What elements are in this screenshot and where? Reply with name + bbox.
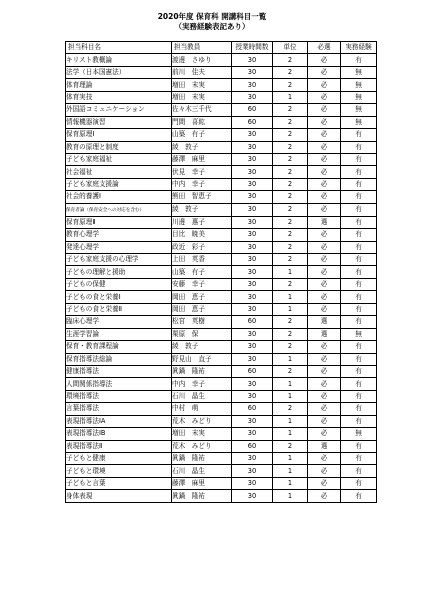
- required-cell: 必: [308, 79, 341, 91]
- subject-cell: [66, 54, 172, 66]
- units-cell: 1: [273, 378, 308, 390]
- teacher-cell: 眞鍋 隆祐: [172, 453, 232, 465]
- units-cell: 2: [273, 203, 308, 216]
- subject-cell: [66, 428, 172, 440]
- teacher-cell: 安藤 幸子: [172, 278, 232, 290]
- subject-cell: [66, 266, 172, 278]
- teacher-cell: 松宮 英樹: [172, 316, 232, 328]
- teacher-cell: 荒木 みどり: [172, 440, 232, 452]
- table-row: [66, 341, 377, 353]
- header-required: 必選: [308, 42, 341, 54]
- hours-cell: 30: [232, 291, 273, 303]
- subject-label: 環境指導法: [66, 392, 99, 401]
- teacher-cell: 藤澤 麻里: [172, 153, 232, 165]
- subject-label: 身体表現: [66, 491, 93, 500]
- subject-label: 保育・教育課程論: [66, 342, 119, 351]
- table-row: [66, 191, 377, 203]
- experience-cell: 有: [341, 415, 377, 427]
- required-cell: 必: [308, 166, 341, 178]
- subject-label: 健康指導法: [66, 367, 99, 376]
- subject-label: 保育者論（保育安全への対応を含む）: [66, 207, 145, 213]
- hours-cell: 30: [232, 129, 273, 141]
- subject-cell: [66, 216, 172, 228]
- hours-cell: 30: [232, 453, 273, 465]
- subject-cell: [66, 79, 172, 91]
- experience-cell: 無: [341, 79, 377, 91]
- experience-cell: 有: [341, 178, 377, 190]
- experience-cell: 有: [341, 229, 377, 241]
- teacher-cell: 石川 晶生: [172, 465, 232, 477]
- hours-cell: 30: [232, 141, 273, 153]
- table-row: [66, 278, 377, 290]
- hours-cell: 30: [232, 166, 273, 178]
- units-cell: 2: [273, 316, 308, 328]
- subject-label: 子どもと環境: [66, 466, 106, 475]
- required-cell: 必: [308, 266, 341, 278]
- units-cell: 2: [273, 166, 308, 178]
- experience-cell: 有: [341, 390, 377, 402]
- hours-cell: 60: [232, 403, 273, 415]
- experience-cell: 有: [341, 341, 377, 353]
- units-cell: 1: [273, 453, 308, 465]
- required-cell: 必: [308, 91, 341, 103]
- table-row: [66, 316, 377, 328]
- subject-cell: [66, 66, 172, 78]
- hours-cell: 60: [232, 440, 273, 452]
- table-row: [66, 353, 377, 365]
- header-units: 単位: [273, 42, 308, 54]
- subject-label: 言葉指導法: [66, 404, 99, 413]
- subject-cell: [66, 378, 172, 390]
- table-row: [66, 153, 377, 165]
- hours-cell: 30: [232, 79, 273, 91]
- teacher-cell: 綾 敦子: [172, 141, 232, 153]
- table-row: [66, 254, 377, 266]
- units-cell: 1: [273, 415, 308, 427]
- hours-cell: 30: [232, 241, 273, 253]
- subject-label: 社会福祉: [66, 167, 93, 176]
- hours-cell: 30: [232, 178, 273, 190]
- subject-label: 子どもと健康: [66, 454, 106, 463]
- subject-cell: [66, 166, 172, 178]
- subject-cell: [66, 328, 172, 340]
- hours-cell: 30: [232, 191, 273, 203]
- subject-label: 子どもの食と栄養Ⅰ: [66, 292, 121, 301]
- subject-label: 法学（日本国憲法）: [66, 68, 126, 77]
- subject-label: 子どもの保健: [66, 280, 106, 289]
- subject-label: 保育原理Ⅱ: [66, 217, 96, 226]
- hours-cell: 30: [232, 477, 273, 489]
- units-cell: 2: [273, 79, 308, 91]
- subject-label: 生涯学習論: [66, 329, 99, 338]
- table-row: [66, 365, 377, 377]
- teacher-cell: 増田 末実: [172, 79, 232, 91]
- subject-cell: [66, 291, 172, 303]
- hours-cell: 30: [232, 328, 273, 340]
- teacher-cell: 中内 幸子: [172, 378, 232, 390]
- table-row: [66, 390, 377, 402]
- subject-cell: [66, 141, 172, 153]
- teacher-cell: 政近 彩子: [172, 241, 232, 253]
- subject-cell: [66, 365, 172, 377]
- experience-cell: 有: [341, 141, 377, 153]
- experience-cell: 有: [341, 490, 377, 502]
- experience-cell: 有: [341, 453, 377, 465]
- subject-label: 表現指導法Ⅱ: [66, 441, 103, 450]
- hours-cell: 30: [232, 66, 273, 78]
- teacher-cell: 中内 幸子: [172, 178, 232, 190]
- subject-label: 子ども家庭支援論: [66, 180, 119, 189]
- required-cell: 必: [308, 191, 341, 203]
- hours-cell: 30: [232, 490, 273, 502]
- experience-cell: 有: [341, 278, 377, 290]
- table-row: [66, 490, 377, 502]
- required-cell: 必: [308, 254, 341, 266]
- table-row: [66, 241, 377, 253]
- subject-cell: [66, 254, 172, 266]
- units-cell: 1: [273, 91, 308, 103]
- teacher-cell: 門間 喜紘: [172, 116, 232, 128]
- table-row: [66, 266, 377, 278]
- teacher-cell: 渡邊 さゆり: [172, 54, 232, 66]
- experience-cell: 有: [341, 54, 377, 66]
- experience-cell: 有: [341, 291, 377, 303]
- subject-cell: [66, 415, 172, 427]
- hours-cell: 30: [232, 254, 273, 266]
- units-cell: 2: [273, 403, 308, 415]
- required-cell: 必: [308, 353, 341, 365]
- table-row: [66, 79, 377, 91]
- subject-label: 子ども家庭福祉: [66, 155, 113, 164]
- units-cell: 2: [273, 153, 308, 165]
- required-cell: 必: [308, 428, 341, 440]
- subject-cell: [66, 403, 172, 415]
- header-hours: 授業時間数: [232, 42, 273, 54]
- experience-cell: 有: [341, 465, 377, 477]
- experience-cell: 有: [341, 440, 377, 452]
- hours-cell: 30: [232, 303, 273, 315]
- required-cell: 必: [308, 453, 341, 465]
- required-cell: 必: [308, 390, 341, 402]
- table-row: [66, 328, 377, 340]
- hours-cell: 60: [232, 116, 273, 128]
- units-cell: 2: [273, 178, 308, 190]
- units-cell: 2: [273, 229, 308, 241]
- experience-cell: 有: [341, 129, 377, 141]
- hours-cell: 30: [232, 390, 273, 402]
- units-cell: 2: [273, 141, 308, 153]
- subject-cell: [66, 229, 172, 241]
- hours-cell: 30: [232, 341, 273, 353]
- teacher-cell: 眞鍋 隆祐: [172, 365, 232, 377]
- subject-label: 子どもの理解と援助: [66, 267, 126, 276]
- experience-cell: 有: [341, 365, 377, 377]
- units-cell: 2: [273, 66, 308, 78]
- units-cell: 1: [273, 266, 308, 278]
- teacher-cell: 岡田 恵子: [172, 291, 232, 303]
- teacher-cell: 石川 晶生: [172, 390, 232, 402]
- subject-label: 体育理論: [66, 80, 93, 89]
- experience-cell: 有: [341, 203, 377, 216]
- table-row: [66, 216, 377, 228]
- hours-cell: 60: [232, 316, 273, 328]
- required-cell: 必: [308, 477, 341, 489]
- document-subtitle: （実務経験表記あり）: [174, 22, 250, 31]
- hours-cell: 30: [232, 229, 273, 241]
- hours-cell: 30: [232, 278, 273, 290]
- teacher-cell: 佐々木三千代: [172, 104, 232, 116]
- required-cell: 必: [308, 378, 341, 390]
- subject-label: 子ども家庭支援の心理学: [66, 255, 139, 264]
- subject-cell: [66, 191, 172, 203]
- table-row: [66, 415, 377, 427]
- units-cell: 2: [273, 191, 308, 203]
- subject-label: 人間関係指導法: [66, 379, 113, 388]
- table-row: [66, 477, 377, 489]
- experience-cell: 有: [341, 216, 377, 228]
- experience-cell: 有: [341, 316, 377, 328]
- subject-cell: [66, 278, 172, 290]
- units-cell: 1: [273, 477, 308, 489]
- hours-cell: 30: [232, 153, 273, 165]
- subject-label: 保育原理Ⅰ: [66, 130, 95, 139]
- subject-label: 表現指導法ⅠA: [66, 416, 106, 425]
- units-cell: 1: [273, 303, 308, 315]
- required-cell: 選: [308, 316, 341, 328]
- table-row: [66, 378, 377, 390]
- subject-cell: [66, 353, 172, 365]
- units-cell: 1: [273, 390, 308, 402]
- required-cell: 必: [308, 278, 341, 290]
- teacher-cell: 前川 佳夫: [172, 66, 232, 78]
- table-row: [66, 403, 377, 415]
- subject-cell: [66, 129, 172, 141]
- teacher-cell: 野見山 直子: [172, 353, 232, 365]
- table-row: [66, 91, 377, 103]
- units-cell: 1: [273, 490, 308, 502]
- units-cell: 2: [273, 365, 308, 377]
- required-cell: 必: [308, 291, 341, 303]
- units-cell: 2: [273, 278, 308, 290]
- teacher-cell: 熊田 智恵子: [172, 191, 232, 203]
- teacher-cell: 上田 英香: [172, 254, 232, 266]
- units-cell: 1: [273, 291, 308, 303]
- experience-cell: 有: [341, 166, 377, 178]
- subject-cell: [66, 104, 172, 116]
- table-row: [66, 166, 377, 178]
- subject-label: 保育指導法総論: [66, 354, 113, 363]
- hours-cell: 30: [232, 54, 273, 66]
- subject-cell: [66, 465, 172, 477]
- table-row: [66, 229, 377, 241]
- hours-cell: 60: [232, 365, 273, 377]
- hours-cell: 30: [232, 203, 273, 216]
- required-cell: 必: [308, 141, 341, 153]
- experience-cell: 無: [341, 116, 377, 128]
- subject-cell: [66, 490, 172, 502]
- hours-cell: 30: [232, 415, 273, 427]
- subject-cell: [66, 440, 172, 452]
- units-cell: 1: [273, 353, 308, 365]
- hours-cell: 60: [232, 104, 273, 116]
- experience-cell: 有: [341, 241, 377, 253]
- units-cell: 2: [273, 104, 308, 116]
- required-cell: 必: [308, 303, 341, 315]
- subject-label: 発達心理学: [66, 242, 99, 251]
- teacher-cell: 山築 有子: [172, 266, 232, 278]
- table-row: [66, 203, 377, 216]
- subject-cell: [66, 453, 172, 465]
- teacher-cell: 伏見 幸子: [172, 166, 232, 178]
- units-cell: 2: [273, 328, 308, 340]
- subject-label: 情報機器演習: [66, 117, 106, 126]
- required-cell: 必: [308, 365, 341, 377]
- subject-label: 臨床心理学: [66, 317, 99, 326]
- subject-label: キリスト教概論: [66, 55, 113, 64]
- table-row: [66, 465, 377, 477]
- teacher-cell: 山築 有子: [172, 129, 232, 141]
- units-cell: 2: [273, 440, 308, 452]
- table-row: [66, 104, 377, 116]
- subject-label: 教育の原理と制度: [66, 142, 119, 151]
- table-row: [66, 303, 377, 315]
- hours-cell: 30: [232, 353, 273, 365]
- teacher-cell: 荒木 みどり: [172, 415, 232, 427]
- units-cell: 2: [273, 341, 308, 353]
- teacher-cell: 綾 敦子: [172, 203, 232, 216]
- table-row: [66, 428, 377, 440]
- table-row: [66, 129, 377, 141]
- required-cell: 必: [308, 129, 341, 141]
- experience-cell: 有: [341, 153, 377, 165]
- experience-cell: 無: [341, 428, 377, 440]
- subject-label: 教育心理学: [66, 230, 99, 239]
- subject-cell: [66, 178, 172, 190]
- table-row: [66, 116, 377, 128]
- header-row: [66, 42, 377, 54]
- document-title: 2020年度 保育科 開講科目一覧: [157, 12, 267, 21]
- required-cell: 必: [308, 415, 341, 427]
- subject-label: 子どもの食と栄養Ⅱ: [66, 304, 122, 313]
- subject-cell: [66, 390, 172, 402]
- units-cell: 2: [273, 216, 308, 228]
- required-cell: 必: [308, 66, 341, 78]
- teacher-cell: 目比 暁美: [172, 229, 232, 241]
- header-subject: 担当科目名: [66, 42, 172, 54]
- subject-cell: [66, 477, 172, 489]
- teacher-cell: 増田 末実: [172, 428, 232, 440]
- experience-cell: 有: [341, 378, 377, 390]
- experience-cell: 有: [341, 254, 377, 266]
- subject-cell: [66, 303, 172, 315]
- required-cell: 必: [308, 54, 341, 66]
- table-row: [66, 440, 377, 452]
- teacher-cell: 川邊 惠子: [172, 216, 232, 228]
- required-cell: 必: [308, 104, 341, 116]
- units-cell: 2: [273, 129, 308, 141]
- units-cell: 2: [273, 54, 308, 66]
- experience-cell: 有: [341, 303, 377, 315]
- required-cell: 必: [308, 203, 341, 216]
- teacher-cell: 中村 萌: [172, 403, 232, 415]
- subject-cell: [66, 241, 172, 253]
- hours-cell: 30: [232, 465, 273, 477]
- teacher-cell: 岡田 恵子: [172, 303, 232, 315]
- table-row: [66, 54, 377, 66]
- units-cell: 2: [273, 254, 308, 266]
- table-body: [66, 54, 377, 502]
- teacher-cell: 栗原 保: [172, 328, 232, 340]
- experience-cell: 有: [341, 353, 377, 365]
- hours-cell: 30: [232, 266, 273, 278]
- subject-cell: [66, 91, 172, 103]
- required-cell: 必: [308, 178, 341, 190]
- required-cell: 必: [308, 341, 341, 353]
- header-teacher: 担当教員: [172, 42, 232, 54]
- subject-label: 子どもと言葉: [66, 479, 106, 488]
- teacher-cell: 藤澤 麻里: [172, 477, 232, 489]
- required-cell: 選: [308, 216, 341, 228]
- teacher-cell: 綾 敦子: [172, 341, 232, 353]
- units-cell: 2: [273, 116, 308, 128]
- table-row: [66, 66, 377, 78]
- required-cell: 必: [308, 241, 341, 253]
- required-cell: 必: [308, 490, 341, 502]
- experience-cell: 有: [341, 191, 377, 203]
- units-cell: 2: [273, 241, 308, 253]
- hours-cell: 30: [232, 91, 273, 103]
- table-row: [66, 291, 377, 303]
- subject-cell: [66, 116, 172, 128]
- hours-cell: 30: [232, 378, 273, 390]
- units-cell: 1: [273, 465, 308, 477]
- required-cell: 選: [308, 440, 341, 452]
- required-cell: 必: [308, 153, 341, 165]
- subject-label: 社会的養護Ⅰ: [66, 192, 101, 201]
- teacher-cell: 増田 末実: [172, 91, 232, 103]
- subject-label: 体育実技: [66, 92, 93, 101]
- header-experience: 実務経験: [341, 42, 377, 54]
- table-row: [66, 453, 377, 465]
- table-row: [66, 178, 377, 190]
- hours-cell: 30: [232, 428, 273, 440]
- table-row: [66, 141, 377, 153]
- required-cell: 選: [308, 328, 341, 340]
- subject-cell: [66, 203, 172, 216]
- required-cell: 必: [308, 229, 341, 241]
- experience-cell: 無: [341, 91, 377, 103]
- course-table: [65, 41, 377, 503]
- subject-label: 外国語コミュニケーション: [66, 105, 145, 114]
- required-cell: 必: [308, 465, 341, 477]
- subject-cell: [66, 341, 172, 353]
- teacher-cell: 眞鍋 隆祐: [172, 490, 232, 502]
- experience-cell: 無: [341, 328, 377, 340]
- required-cell: 必: [308, 403, 341, 415]
- experience-cell: 無: [341, 104, 377, 116]
- required-cell: 必: [308, 116, 341, 128]
- subject-cell: [66, 153, 172, 165]
- experience-cell: 無: [341, 66, 377, 78]
- experience-cell: 有: [341, 477, 377, 489]
- subject-cell: [66, 316, 172, 328]
- experience-cell: 有: [341, 266, 377, 278]
- subject-label: 表現指導法ⅠB: [66, 429, 106, 438]
- experience-cell: 有: [341, 403, 377, 415]
- units-cell: 1: [273, 428, 308, 440]
- hours-cell: 30: [232, 216, 273, 228]
